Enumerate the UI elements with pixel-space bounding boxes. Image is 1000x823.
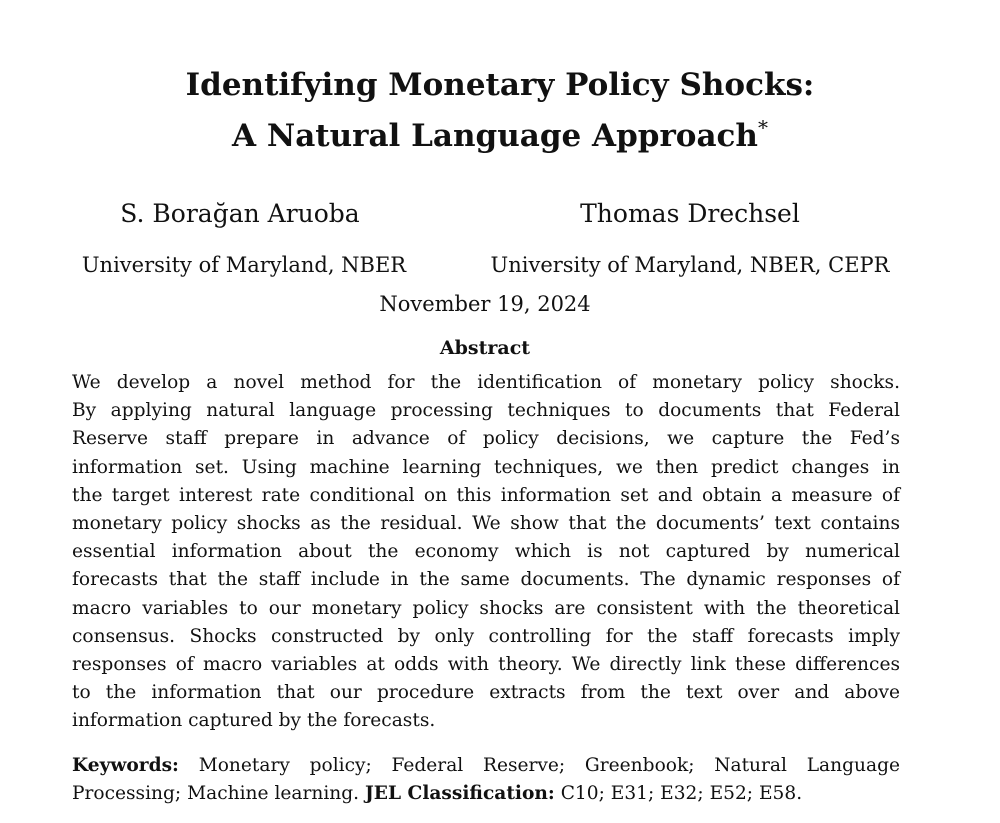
keywords-label: Keywords: [72,755,179,776]
jel-codes: C10; E31; E32; E52; E58. [560,783,803,805]
title-text-2: A Natural Language Approach [232,118,758,154]
abstract-line: essential information about the economy which is not captured by numerical [72,541,900,563]
keywords-line-1 [72,752,900,780]
keywords-line-2 [72,780,900,808]
abstract-line: Reserve staff prepare in advance of policy decisions, we capture the Fed’s [72,428,900,450]
title-text-1: Identifying Monetary Policy Shocks: [185,67,815,103]
abstract-line: consensus. Shocks constructed by only controlling for the staff forecasts imply [72,625,900,647]
abstract-body [72,369,900,736]
abstract-line: responses of macro variables at odds with theory. We directly link these differences [72,654,900,676]
keywords-block [72,752,900,808]
paper-date: November 19, 2024 [379,292,591,316]
paper-title-line-2 [0,115,1000,155]
keywords-list-2: Processing; Machine learning. [72,783,360,805]
jel-label: JEL Classification: [365,783,555,805]
title-footnote-mark[interactable]: * [757,115,768,140]
abstract-line: By applying natural language processing techniques to documents that Federal [72,400,900,422]
abstract-line: macro variables to our monetary policy shocks are consistent with the theoretical [72,597,900,619]
author-2-name: Thomas Drechsel [580,199,800,228]
abstract-line: We develop a novel method for the identification of monetary policy shocks. [72,372,900,393]
author-2-affiliation: University of Maryland, NBER, CEPR [490,253,890,277]
paper-title-line-1 [0,67,1000,104]
keywords-list-1: Monetary policy; Federal Reserve; Greenbook; Natural Language [198,755,900,776]
author-1-name: S. Borağan Aruoba [120,199,360,228]
abstract-line: information captured by the forecasts. [72,710,436,732]
abstract-line: information set. Using machine learning techniques, we then predict changes in [72,456,900,478]
abstract-line: to the information that our procedure extracts from the text over and above [72,682,900,704]
abstract-line: the target interest rate conditional on this information set and obtain a measure of [72,484,900,506]
abstract-line: monetary policy shocks as the residual. We show that the documents’ text contains [72,513,900,535]
abstract-line: forecasts that the staff include in the same documents. The dynamic responses of [72,569,900,591]
abstract-heading: Abstract [439,337,531,359]
author-1-affiliation: University of Maryland, NBER [81,253,407,277]
